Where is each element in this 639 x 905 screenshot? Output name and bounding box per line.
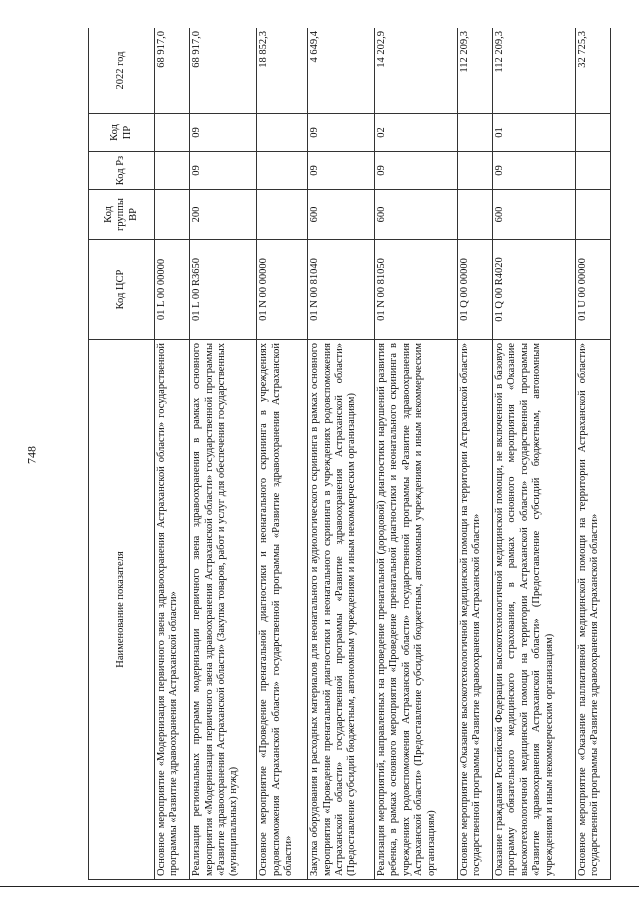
row-rz xyxy=(457,152,492,190)
header-rz: Код Рз xyxy=(89,152,155,190)
table-row xyxy=(375,28,458,880)
table-viewport xyxy=(88,28,611,880)
budget-table xyxy=(88,28,611,880)
row-name: Закупка оборудования и расходных материалов для неонатального и аудиологического скрининга в рамках основного мероприятия «Проведение пренатальной диагностики и неонатального скрининга в учреждениях родовспоможения Астраханской области» государственной программы «Развитие здравоохранения Астраханской области» (Предоставление субсидий бюджетным, автономным учреждениям и иным некоммерческим организациям) xyxy=(308,340,375,880)
row-name: Оказание гражданам Российской Федерации высокотехнологичной медицинской помощи, не включенной в базовую программу обязательного медицинского страхования, в рамках основного мероприятия «Оказание высокотехнологичной медицинской помощи на территории Астраханской области» государственной программы «Развитие здравоохранения Астраханской области» (Предоставление субсидий бюджетным, автономным учреждениям и иным некоммерческим организациям) xyxy=(493,340,576,880)
table-header-row xyxy=(89,28,155,880)
row-value: 68 917,0 xyxy=(155,28,190,114)
row-value: 112 209,3 xyxy=(493,28,576,114)
row-pr xyxy=(155,114,190,152)
header-year: 2022 год xyxy=(89,28,155,114)
row-value: 14 202,9 xyxy=(375,28,458,114)
row-value: 112 209,3 xyxy=(457,28,492,114)
table-row xyxy=(190,28,257,880)
row-rz xyxy=(575,152,610,190)
row-rz: 09 xyxy=(308,152,375,190)
row-vr: 200 xyxy=(190,190,257,240)
table-row xyxy=(575,28,610,880)
row-vr: 600 xyxy=(375,190,458,240)
row-name: Реализация мероприятий, направленных на проведение пренатальной (дородовой) диагностики нарушений развития ребенка, в рамках основного мероприятия «Проведение пренатальной диагностики и неонатального скрининга в учреждениях родовспоможения Астраханской области» государственной программы «Развитие здравоохранения Астраханской области» (Предоставление субсидий бюджетным, автономным учреждениям и иным некоммерческим организациям) xyxy=(375,340,458,880)
row-vr xyxy=(257,190,308,240)
row-pr xyxy=(575,114,610,152)
row-value: 68 917,0 xyxy=(190,28,257,114)
row-vr: 600 xyxy=(493,190,576,240)
row-csr: 01 L 00 00000 xyxy=(155,240,190,340)
row-value: 32 725,3 xyxy=(575,28,610,114)
row-value: 18 852,3 xyxy=(257,28,308,114)
row-csr: 01 N 00 81040 xyxy=(308,240,375,340)
table-row xyxy=(457,28,492,880)
footer-divider xyxy=(0,886,639,887)
row-csr: 01 Q 00 00000 xyxy=(457,240,492,340)
row-csr: 01 Q 00 R4020 xyxy=(493,240,576,340)
row-name: Основное мероприятие «Модернизация первичного звена здравоохранения Астраханской области» государственной программы «Развитие здравоохранения Астраханской области» xyxy=(155,340,190,880)
header-vr: Код группы ВР xyxy=(89,190,155,240)
row-name: Основное мероприятие «Оказание высокотехнологичной медицинской помощи на территории Астраханской области» государственной программы «Развитие здравоохранения Астраханской области» xyxy=(457,340,492,880)
table-row xyxy=(493,28,576,880)
table-row xyxy=(155,28,190,880)
row-csr: 01 N 00 81050 xyxy=(375,240,458,340)
header-name: Наименование показателя xyxy=(89,340,155,880)
row-pr xyxy=(457,114,492,152)
row-csr: 01 U 00 00000 xyxy=(575,240,610,340)
row-rz: 09 xyxy=(493,152,576,190)
row-name: Реализация региональных программ модернизации первичного звена здравоохранения в рамках основного мероприятия «Модернизация первичного звена здравоохранения Астраханской области» государственной программы «Развитие здравоохранения Астраханской области» (Закупка товаров, работ и услуг для обеспечения государственных (муниципальных) нужд) xyxy=(190,340,257,880)
rotated-table-container xyxy=(88,28,611,880)
row-rz xyxy=(155,152,190,190)
row-rz: 09 xyxy=(190,152,257,190)
page-number: 748 xyxy=(24,446,39,464)
row-pr: 09 xyxy=(190,114,257,152)
row-pr: 02 xyxy=(375,114,458,152)
row-pr: 01 xyxy=(493,114,576,152)
table-row xyxy=(308,28,375,880)
row-name: Основное мероприятие «Оказание паллиативной медицинской помощи на территории Астраханской области» государственной программы «Развитие здравоохранения Астраханской области» xyxy=(575,340,610,880)
row-pr: 09 xyxy=(308,114,375,152)
table-body xyxy=(155,28,611,880)
row-vr: 600 xyxy=(308,190,375,240)
row-rz xyxy=(257,152,308,190)
row-vr xyxy=(575,190,610,240)
header-pr: Код ПР xyxy=(89,114,155,152)
header-csr: Код ЦСР xyxy=(89,240,155,340)
row-vr xyxy=(155,190,190,240)
row-csr: 01 L 00 R3650 xyxy=(190,240,257,340)
row-pr xyxy=(257,114,308,152)
table-row xyxy=(257,28,308,880)
row-value: 4 649,4 xyxy=(308,28,375,114)
row-rz: 09 xyxy=(375,152,458,190)
row-csr: 01 N 00 00000 xyxy=(257,240,308,340)
row-vr xyxy=(457,190,492,240)
row-name: Основное мероприятие «Проведение пренатальной диагностики и неонатального скрининга в учреждениях родовспоможения Астраханской области» государственной программы «Развитие здравоохранения Астраханской области» xyxy=(257,340,308,880)
